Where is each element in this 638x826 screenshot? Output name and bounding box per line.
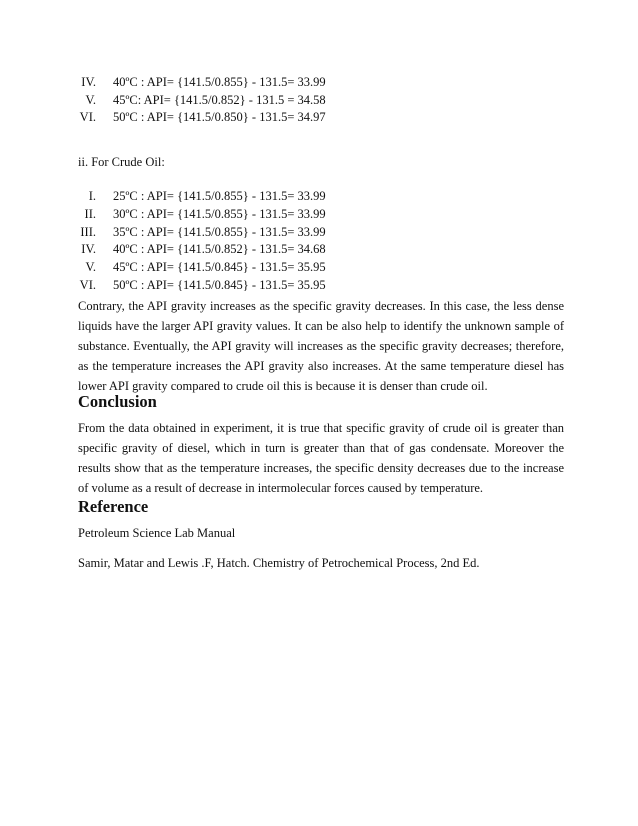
reference-item: Samir, Matar and Lewis .F, Hatch. Chemistry of Petrochemical Process, 2nd Ed. [78,556,480,570]
list-numeral: IV. [81,242,96,256]
api-formula: 50ºC : API= {141.5/0.850} - 131.5= 34.97 [113,110,326,124]
api-formula: 35ºC : API= {141.5/0.855} - 131.5= 33.99 [113,225,326,239]
api-formula: 50ºC : API= {141.5/0.845} - 131.5= 35.95 [113,278,326,292]
api-formula: 45ºC: API= {141.5/0.852} - 131.5 = 34.58 [113,93,326,107]
reference-heading: Reference [78,497,149,516]
conclusion-heading: Conclusion [78,392,157,411]
list-numeral: II. [84,207,96,221]
conclusion-paragraph: From the data obtained in experiment, it is true that specific gravity of crude oil is greater than specific gravity of diesel, which in turn is greater than that of gas condensate. Moreover the results show that as the temperature increases, the specific density decreases due to the increase of volume as a result of decrease in intermolecular forces caused by temperature. [78,421,564,495]
list-numeral: IV. [81,75,96,89]
reference-item: Petroleum Science Lab Manual [78,526,236,540]
list-numeral: III. [80,225,96,239]
discussion-paragraph: Contrary, the API gravity increases as the specific gravity decreases. In this case, the less dense liquids have the larger API gravity values. It can be also help to identify the unknown sample of substance. Eventually, the API gravity will increases as the specific gravity decreases; therefore, as the temperature increases the API gravity also increases. At the same temperature diesel has lower API gravity compared to crude oil this is because it is denser than crude oil. [78,299,564,393]
list-numeral: VI. [79,278,96,292]
api-formula: 25ºC : API= {141.5/0.855} - 131.5= 33.99 [113,189,326,203]
list-numeral: I. [88,189,96,203]
crude-oil-subheading: ii. For Crude Oil: [78,155,165,169]
api-formula: 45ºC : API= {141.5/0.845} - 131.5= 35.95 [113,260,326,274]
list-numeral: V. [85,93,96,107]
list-numeral: VI. [79,110,96,124]
api-formula: 30ºC : API= {141.5/0.855} - 131.5= 33.99 [113,207,326,221]
api-formula: 40ºC : API= {141.5/0.855} - 131.5= 33.99 [113,75,326,89]
list-numeral: V. [85,260,96,274]
api-formula: 40ºC : API= {141.5/0.852} - 131.5= 34.68 [113,242,326,256]
